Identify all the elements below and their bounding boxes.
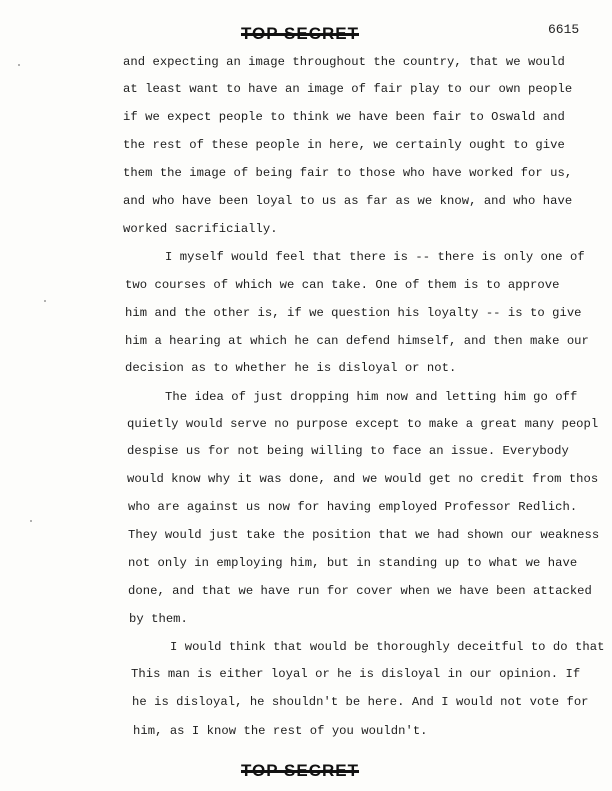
text-line: quietly would serve no purpose except to make a great many peopl xyxy=(127,417,599,431)
text-line: I myself would feel that there is -- there is only one of xyxy=(165,250,585,264)
scan-speck xyxy=(44,300,46,302)
text-line: him a hearing at which he can defend himself, and then make our xyxy=(125,334,589,348)
scan-speck xyxy=(30,520,32,522)
text-line: by them. xyxy=(129,612,188,626)
text-line: The idea of just dropping him now and letting him go off xyxy=(165,390,578,404)
text-line: This man is either loyal or he is disloyal in our opinion. If xyxy=(131,667,581,681)
text-line: I would think that would be thoroughly deceitful to do that xyxy=(170,640,605,654)
text-line: would know why it was done, and we would get no credit from thos xyxy=(127,472,599,486)
text-line: decision as to whether he is disloyal or not. xyxy=(125,361,457,375)
text-line: the rest of these people in here, we certainly ought to give xyxy=(123,138,565,152)
text-line: despise us for not being willing to face an issue. Everybody xyxy=(127,444,569,458)
text-line: him and the other is, if we question his loyalty -- is to give xyxy=(125,306,582,320)
text-line: and who have been loyal to us as far as we know, and who have xyxy=(123,194,573,208)
top-classification-stamp: TOP SECRET xyxy=(240,24,359,43)
text-line: worked sacrificially. xyxy=(123,222,278,236)
text-line: him, as I know the rest of you wouldn't. xyxy=(133,724,428,738)
text-line: They would just take the position that we had shown our weakness xyxy=(128,528,600,542)
text-line: he is disloyal, he shouldn't be here. And I would not vote for xyxy=(132,695,589,709)
scan-speck xyxy=(18,64,20,66)
text-line: and expecting an image throughout the country, that we would xyxy=(123,55,565,69)
bottom-classification-stamp: TOP SECRET xyxy=(240,761,359,780)
page-number: 6615 xyxy=(548,22,580,37)
text-line: two courses of which we can take. One of them is to approve xyxy=(125,278,560,292)
text-line: who are against us now for having employed Professor Redlich. xyxy=(128,500,578,514)
text-line: not only in employing him, but in standing up to what we have xyxy=(128,556,578,570)
text-line: if we expect people to think we have been fair to Oswald and xyxy=(123,110,565,124)
text-line: at least want to have an image of fair play to our own people xyxy=(123,82,573,96)
text-line: done, and that we have run for cover when we have been attacked xyxy=(128,584,592,598)
text-line: them the image of being fair to those who have worked for us, xyxy=(123,166,573,180)
